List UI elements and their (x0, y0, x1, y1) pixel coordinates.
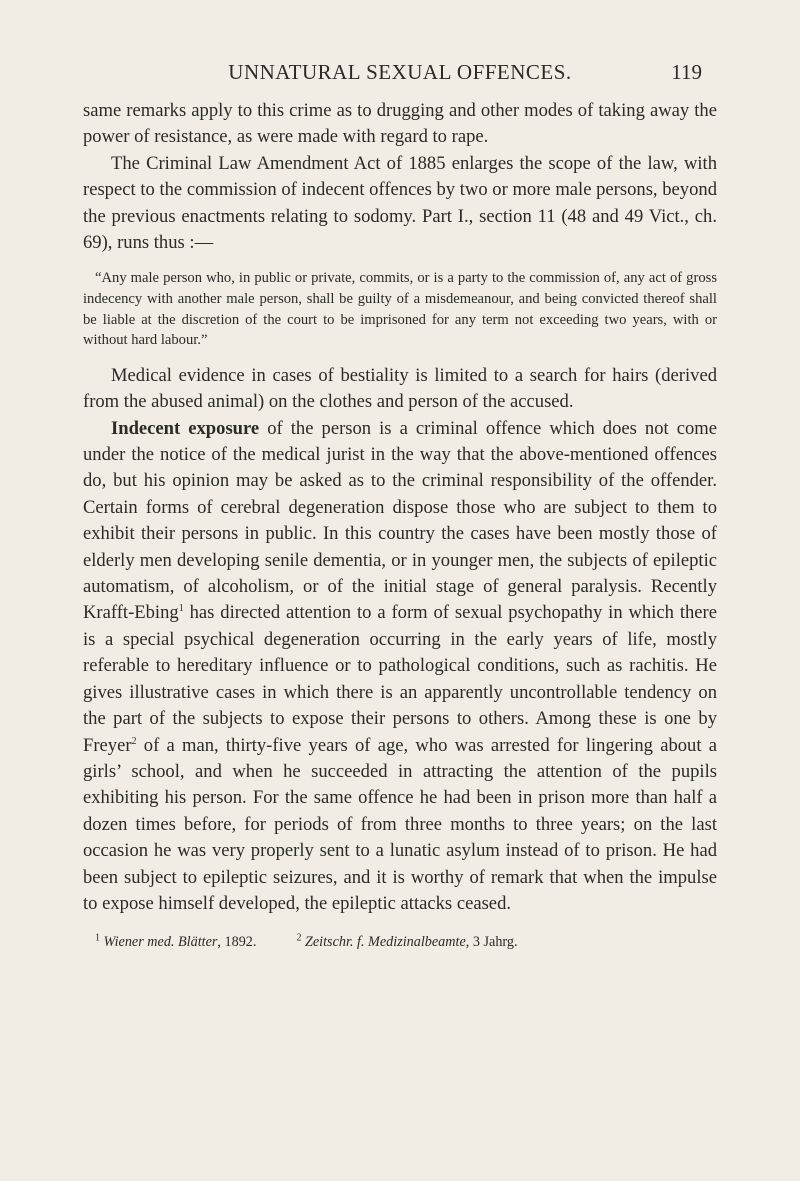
paragraph-criminal-law-act: The Criminal Law Amendment Act of 1885 enlarges the scope of the law, with respect to the commission of indecent offences by two or more male persons, beyond the previous enactments relating to sodomy. Part I., section 11 (48 and 49 Vict., ch. 69), runs thus :— (83, 152, 717, 254)
paragraph-text: of a man, thirty-five years of age, who was arrested for lingering about a girls’ school, and when he succeeded in attracting the attention of the pupils exhibiting his person. For the same offence he had been in prison more than half a dozen times before, for periods of from three months to three years; on the last occasion he was very properly sent to a lunatic asylum instead of to prison. He had been subject to epileptic seizures, and it is worthy of remark that when the impulse to expose himself developed, the epileptic attacks ceased. (83, 734, 717, 914)
footnote-rest: , 1892. (217, 934, 257, 951)
statute-quotation: “Any male person who, in public or private, commits, or is a party to the commission of, any act of gross indecency with another male person, shall be guilty of a misdemeanour, and being convicted thereof shall be liable at the discretion of the court to be imprisoned for any term not exceeding two years, with or without hard labour.” (83, 270, 717, 349)
footnote-source: Wiener med. Blätter (103, 934, 218, 951)
footnotes (83, 933, 717, 952)
paragraph-text: of the person is a criminal offence which does not come under the notice of the medical jurist in the way that the above-mentioned offences do, but his opinion may be asked as to the criminal responsibility of the offender. Certain forms of cerebral degeneration dispose those who are subject to them to exhibit their persons in public. In this country the cases have been mostly those of elderly men developing senile dementia, or in younger men, the subjects of epileptic automatism, of alcoholism, or of the initial stage of general paralysis. Recently Krafft-Ebing (83, 417, 717, 624)
section-lead-term: Indecent exposure (111, 417, 260, 439)
footnote-ref-1: 1 (178, 603, 184, 615)
footnote-mark: 2 (296, 932, 302, 944)
footnote-2 (296, 933, 517, 952)
footnote-1 (95, 933, 256, 952)
page-content (83, 98, 717, 952)
paragraph-indecent-exposure (83, 416, 717, 918)
paragraph-bestiality: Medical evidence in cases of bestiality is limited to a search for hairs (derived from the abused animal) on the clothes and person of the accused. (83, 364, 717, 413)
footnote-ref-2: 2 (131, 735, 137, 747)
footnote-source: Zeitschr. f. Medizinalbeamte (304, 934, 466, 951)
footnote-rest: , 3 Jahrg. (465, 934, 518, 951)
paragraph-continuation: same remarks apply to this crime as to drugging and other modes of taking away the power of resistance, as were made with regard to rape. (83, 100, 717, 148)
running-head (0, 60, 800, 90)
footnote-mark: 1 (95, 932, 100, 944)
running-head-title: UNNATURAL SEXUAL OFFENCES. (228, 60, 572, 84)
page-number: 119 (671, 60, 702, 84)
paragraph-text: has directed attention to a form of sexual psychopathy in which there is a special psychical degeneration occurring in the early years of life, mostly referable to hereditary influence or to pathological conditions, such as rachitis. He gives illustrative cases in which there is an apparently uncontrollable tendency on the part of the subjects to expose their persons to others. Among these is one by Freyer (83, 602, 717, 756)
